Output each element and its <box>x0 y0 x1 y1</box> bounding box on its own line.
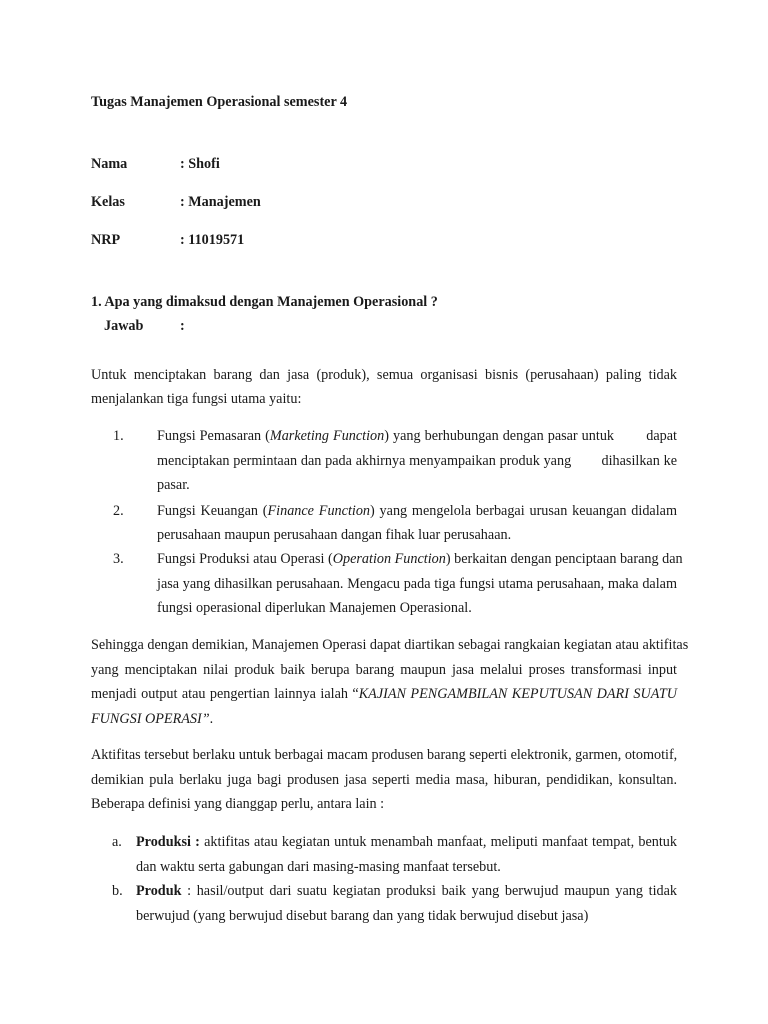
list-number: 1. <box>113 428 124 444</box>
list-item-line: menciptakan permintaan dan pada akhirnya menyampaikan produk yang dihasilkan ke <box>157 453 677 469</box>
list-item-line: Fungsi Produksi atau Operasi (Operation Function) berkaitan dengan penciptaan barang dan <box>157 551 683 567</box>
field-value-kelas: : Manajemen <box>180 194 261 210</box>
italic-phrase: FUNGSI OPERASI” <box>91 711 210 727</box>
list-item-line: fungsi operasional diperlukan Manajemen Operasional. <box>157 600 472 616</box>
definition-term: Produksi : <box>136 834 200 850</box>
list-letter: b. <box>112 883 123 899</box>
document-title: Tugas Manajemen Operasional semester 4 <box>91 94 348 110</box>
paragraph-line: Beberapa definisi yang dianggap perlu, antara lain : <box>91 796 385 812</box>
field-label-kelas: Kelas <box>91 194 125 210</box>
list-item-line: Fungsi Keuangan (Finance Function) yang mengelola berbagai urusan keuangan didalam <box>157 503 677 519</box>
italic-phrase: KAJIAN PENGAMBILAN KEPUTUSAN DARI SUATU <box>358 686 677 702</box>
list-item-line: perusahaan maupun perusahaan dangan fihak luar perusahaan. <box>157 527 512 543</box>
paragraph-line: FUNGSI OPERASI”. <box>91 711 214 727</box>
paragraph-line: Aktifitas tersebut berlaku untuk berbagai macam produsen barang seperti elektronik, garmen, otomotif, <box>91 747 678 763</box>
intro-line: menjalankan tiga fungsi utama yaitu: <box>91 391 302 407</box>
field-label-nama: Nama <box>91 156 128 172</box>
field-value-nama: : Shofi <box>180 156 220 172</box>
italic-term: Operation Function <box>332 551 446 567</box>
list-letter: a. <box>112 834 122 850</box>
field-label-nrp: NRP <box>91 232 121 248</box>
intro-line: Untuk menciptakan barang dan jasa (produk), semua organisasi bisnis (perusahaan) paling tidak <box>91 367 677 383</box>
answer-label: Jawab <box>104 318 144 334</box>
italic-term: Marketing Function <box>269 428 385 444</box>
definition-line: berwujud (yang berwujud disebut barang dan yang tidak berwujud disebut jasa) <box>136 908 589 924</box>
definition-line: Produksi : aktifitas atau kegiatan untuk menambah manfaat, meliputi manfaat tempat, bentuk <box>136 834 677 850</box>
definition-line: Produk : hasil/output dari suatu kegiatan produksi baik yang berwujud maupun yang tidak <box>136 883 677 899</box>
list-item-line: Fungsi Pemasaran (Marketing Function) yang berhubungan dengan pasar untuk dapat <box>157 428 677 444</box>
answer-colon: : <box>180 318 185 334</box>
paragraph-line: Sehingga dengan demikian, Manajemen Operasi dapat diartikan sebagai rangkaian kegiatan atau aktifitas <box>91 637 689 653</box>
question-heading: 1. Apa yang dimaksud dengan Manajemen Operasional ? <box>91 294 438 310</box>
list-number: 3. <box>113 551 124 567</box>
field-value-nrp: : 11019571 <box>180 232 245 248</box>
list-item-line: jasa yang dihasilkan perusahaan. Mengacu pada tiga fungsi utama perusahaan, maka dalam <box>157 576 677 592</box>
italic-term: Finance Function <box>267 503 371 519</box>
definition-line: dan waktu serta gabungan dari masing-masing manfaat tersebut. <box>136 859 501 875</box>
paragraph-line: demikian pula berlaku juga bagi produsen jasa seperti media masa, hiburan, pendidikan, konsultan. <box>91 772 677 788</box>
definition-term: Produk <box>136 883 182 899</box>
list-number: 2. <box>113 503 124 519</box>
paragraph-line: menjadi output atau pengertian lainnya ialah “KAJIAN PENGAMBILAN KEPUTUSAN DARI SUATU <box>91 686 677 702</box>
paragraph-line: yang menciptakan nilai produk baik berupa barang maupun jasa melalui proses transformasi input <box>91 662 677 678</box>
list-item-line: pasar. <box>157 477 190 493</box>
